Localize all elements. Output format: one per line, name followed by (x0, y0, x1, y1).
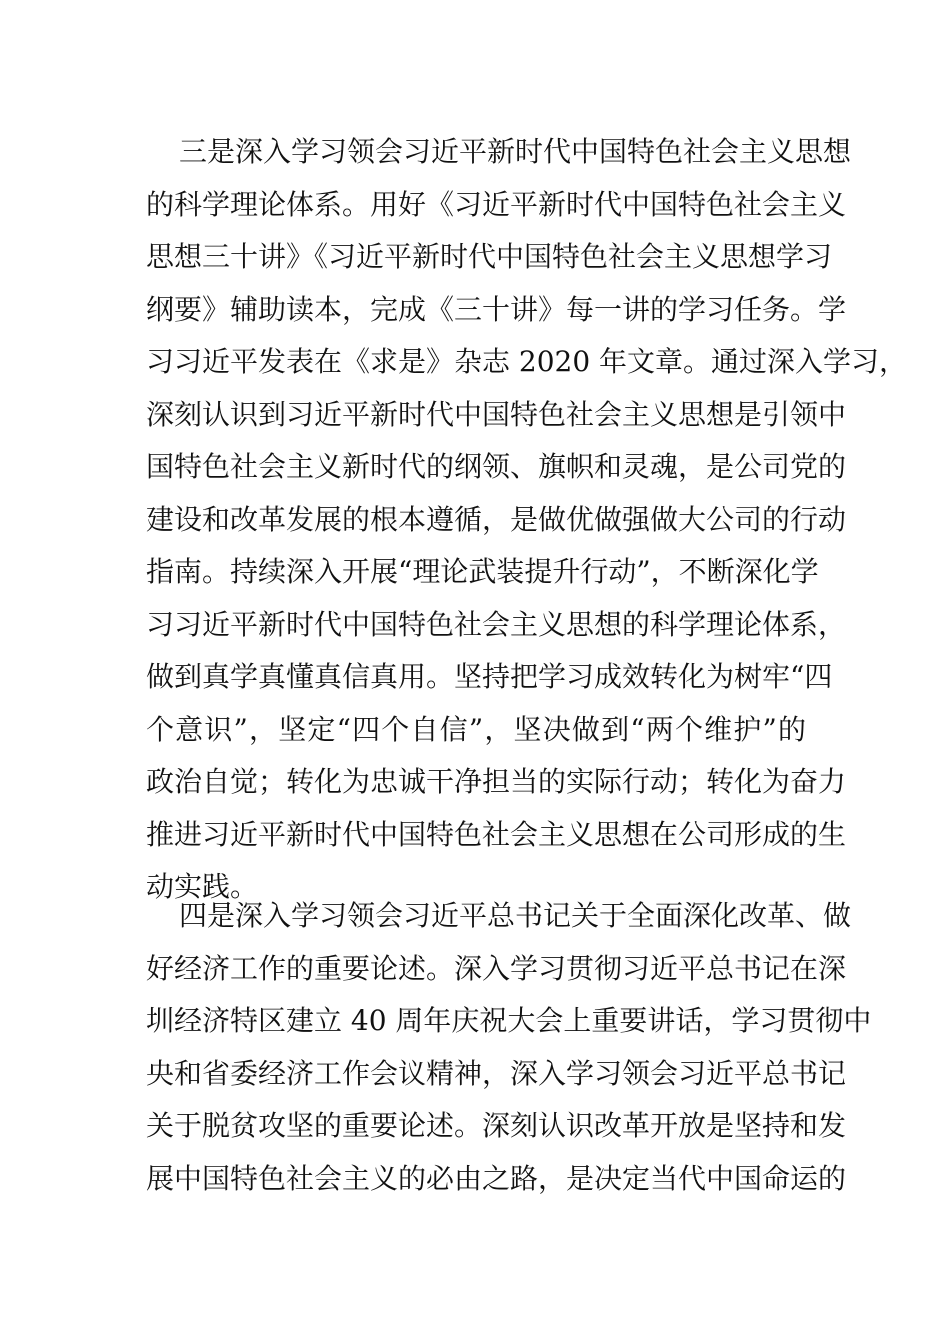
text-line: 习习近平发表在《求是》杂志 2020 年文章。通过深入学习， (146, 345, 908, 378)
text-line: 动实践。 (146, 870, 259, 903)
text-line: 做到真学真懂真信真用。坚持把学习成效转化为树牢“四 (146, 660, 833, 693)
paragraph-three (146, 126, 908, 914)
text-line: 央和省委经济工作会议精神，深入学习领会习近平总书记 (146, 1056, 847, 1090)
text-line: 的科学理论体系。用好《习近平新时代中国特色社会主义 (146, 187, 847, 221)
text-line: 三是深入学习领会习近平新时代中国特色社会主义思想 (179, 135, 852, 168)
text-line: 好经济工作的重要论述。深入学习贯彻习近平总书记在深 (146, 951, 847, 985)
text-line: 四是深入学习领会习近平总书记关于全面深化改革、做 (179, 899, 852, 932)
text-line: 政治自觉；转化为忠诚干净担当的实际行动；转化为奋力 (146, 765, 847, 798)
text-line: 关于脱贫攻坚的重要论述。深刻认识改革开放是坚持和发 (146, 1109, 847, 1142)
text-line: 纲要》辅助读本，完成《三十讲》每一讲的学习任务。学 (146, 292, 847, 326)
text-line: 推进习近平新时代中国特色社会主义思想在公司形成的生 (146, 817, 847, 851)
text-line: 圳经济特区建立 40 周年庆祝大会上重要讲话，学习贯彻中 (146, 1004, 872, 1037)
text-line: 指南。持续深入开展“理论武装提升行动”，不断深化学 (146, 555, 819, 588)
text-line: 展中国特色社会主义的必由之路，是决定当代中国命运的 (146, 1161, 847, 1195)
text-line: 建设和改革发展的根本遵循，是做优做强做大公司的行动 (146, 502, 847, 536)
text-line: 习习近平新时代中国特色社会主义思想的科学理论体系， (146, 607, 847, 641)
text-line: 个意识”，坚定“四个自信”，坚决做到“两个维护”的 (146, 712, 806, 746)
text-line: 思想三十讲》《习近平新时代中国特色社会主义思想学习 (146, 240, 833, 273)
text-line: 国特色社会主义新时代的纲领、旗帜和灵魂，是公司党的 (146, 450, 847, 483)
paragraph-four (146, 890, 872, 1205)
text-line: 深刻认识到习近平新时代中国特色社会主义思想是引领中 (146, 397, 847, 431)
